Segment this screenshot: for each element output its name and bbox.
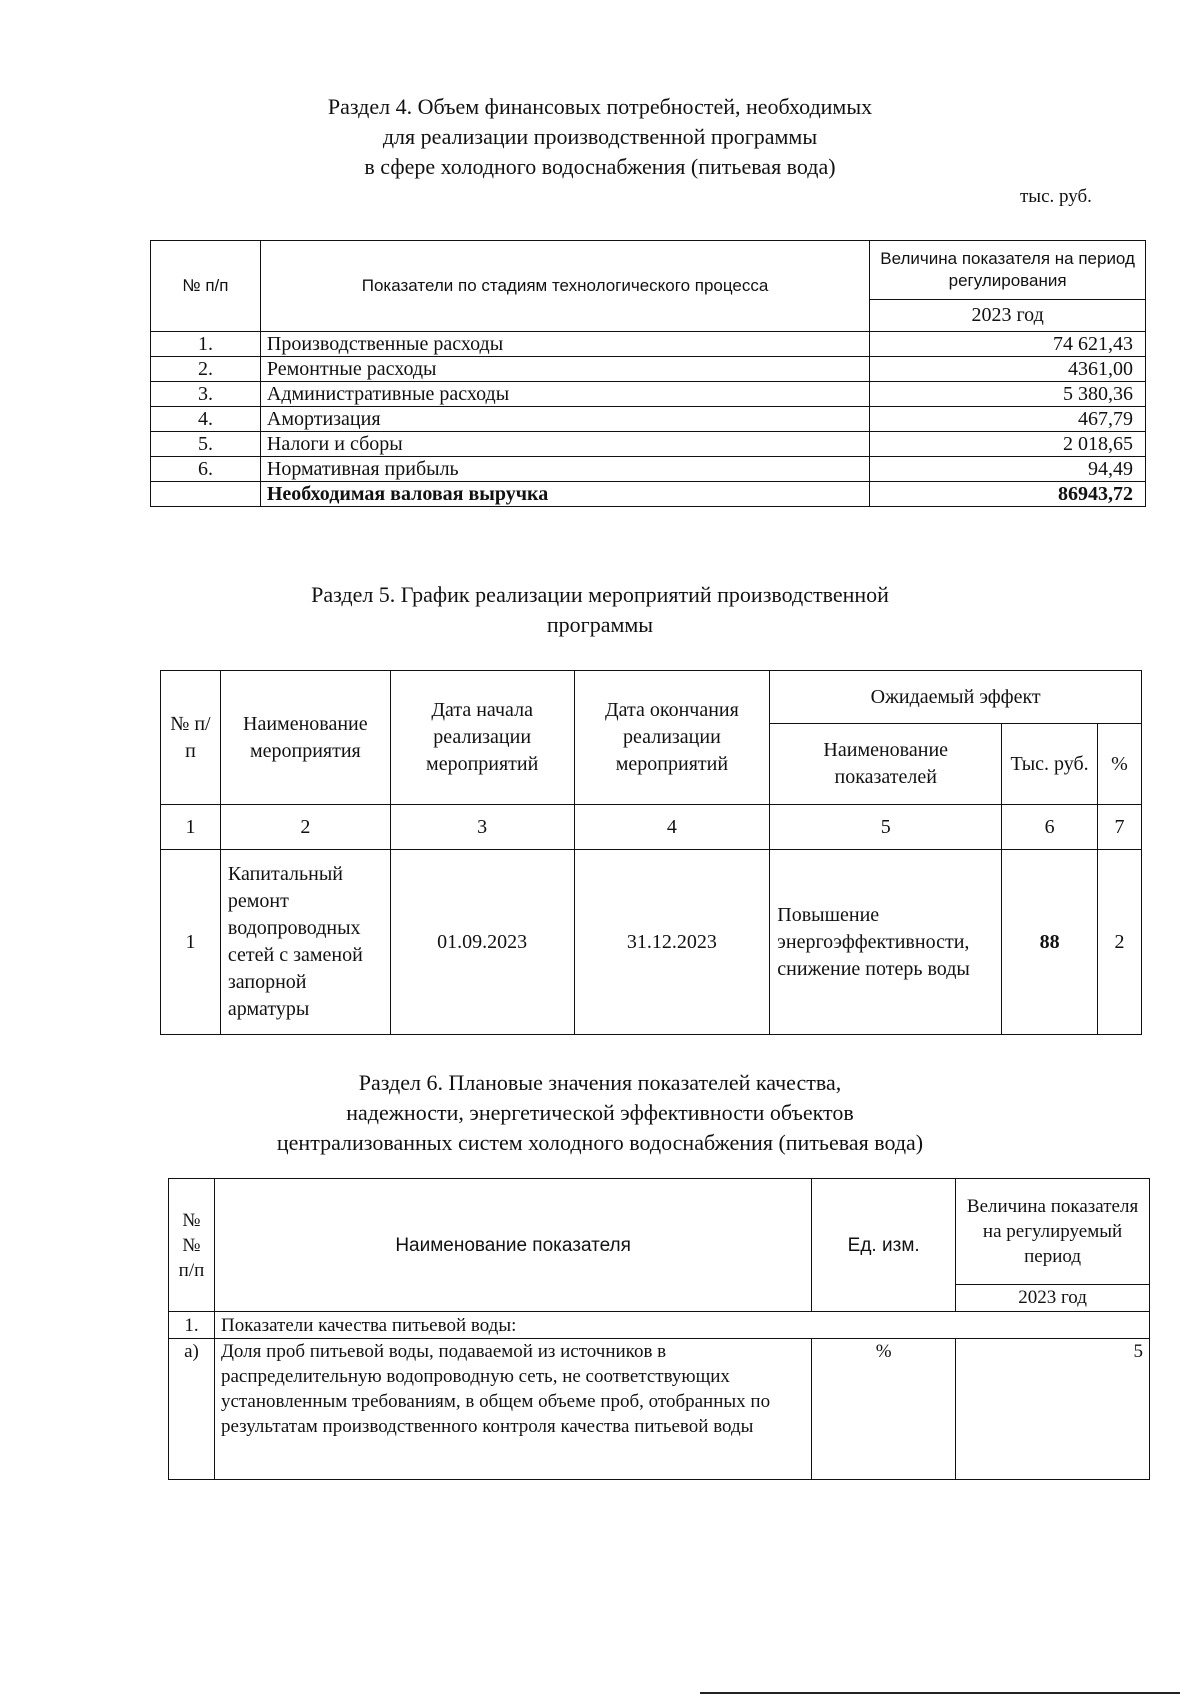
col-number: 2	[220, 805, 390, 850]
units-label: тыс. руб.	[1020, 186, 1092, 207]
section4-title-line: Раздел 4. Объем финансовых потребностей, необходимых	[327, 94, 873, 119]
footer-divider	[700, 1692, 1180, 1694]
col-number: 3	[390, 805, 574, 850]
section6-title	[250, 1068, 950, 1158]
section4-title	[300, 92, 900, 182]
row-end: 31.12.2023	[574, 850, 770, 1035]
row-name: Производственные расходы	[260, 332, 869, 357]
header-year: 2023 год	[956, 1284, 1150, 1311]
row-unit: %	[812, 1339, 956, 1480]
row-value: 94,49	[870, 457, 1146, 482]
row-percent: 2	[1098, 850, 1142, 1035]
col-number: 1	[161, 805, 221, 850]
header-indicators: Показатели по стадиям технологического процесса	[260, 241, 869, 332]
table-row	[151, 432, 1146, 457]
row-thousand-rub: 88	[1002, 850, 1098, 1035]
row-value: 5	[956, 1339, 1150, 1480]
header-unit: Ед. изм.	[812, 1179, 956, 1312]
row-num: 1	[161, 850, 221, 1035]
table-row	[161, 850, 1142, 1035]
header-num: № п/п	[161, 671, 221, 805]
row-value: 2 018,65	[870, 432, 1146, 457]
row-name: Административные расходы	[260, 382, 869, 407]
header-value: Величина показателя на регулируемый период	[956, 1179, 1150, 1285]
row-value: 5 380,36	[870, 382, 1146, 407]
section5-title-line: Раздел 5. График реализации мероприятий производственной	[311, 582, 889, 607]
row-name: Амортизация	[260, 407, 869, 432]
schedule-table	[160, 670, 1142, 1035]
row-name: Налоги и сборы	[260, 432, 869, 457]
section4-title-line: в сфере холодного водоснабжения (питьевая вода)	[364, 154, 836, 179]
row-num: 2.	[151, 357, 261, 382]
row-num: 1.	[151, 332, 261, 357]
total-num-empty	[151, 482, 261, 507]
row-name: Нормативная прибыль	[260, 457, 869, 482]
row-num: 6.	[151, 457, 261, 482]
group-num: 1.	[169, 1312, 215, 1339]
row-num: 5.	[151, 432, 261, 457]
header-percent: %	[1098, 724, 1142, 805]
header-num: № п/п	[151, 241, 261, 332]
quality-indicators-table	[168, 1178, 1150, 1480]
header-value: Величина показателя на период регулирования	[870, 241, 1146, 300]
total-row	[151, 482, 1146, 507]
table-row	[151, 332, 1146, 357]
row-name: Доля проб питьевой воды, подаваемой из источников в распределительную водопроводную сеть, не соответствующих установленным требованиям, в общем объеме проб, отобранных по результатам производственного контроля качества питьевой воды	[214, 1339, 811, 1480]
row-indicator: Повышение энергоэффективности, снижение потерь воды	[770, 850, 1002, 1035]
table-row	[151, 357, 1146, 382]
header-start: Дата начала реализации мероприятий	[390, 671, 574, 805]
col-number: 5	[770, 805, 1002, 850]
section4-title-line: для реализации производственной программы	[382, 124, 818, 149]
total-name: Необходимая валовая выручка	[260, 482, 869, 507]
group-name: Показатели качества питьевой воды:	[214, 1312, 1149, 1339]
column-numbers-row	[161, 805, 1142, 850]
header-thousand-rub: Тыс. руб.	[1002, 724, 1098, 805]
row-value: 4361,00	[870, 357, 1146, 382]
row-name: Капитальный ремонт водопроводных сетей с заменой запорной арматуры	[220, 850, 390, 1035]
row-start: 01.09.2023	[390, 850, 574, 1035]
header-name: Наименование показателя	[214, 1179, 811, 1312]
table-row	[151, 407, 1146, 432]
header-indicator-name: Наименование показателей	[770, 724, 1002, 805]
header-num: №№ п/п	[169, 1179, 215, 1312]
total-value: 86943,72	[870, 482, 1146, 507]
col-number: 7	[1098, 805, 1142, 850]
section6-title-line: надежности, энергетической эффективности объектов	[346, 1100, 854, 1125]
table-row	[151, 382, 1146, 407]
col-number: 4	[574, 805, 770, 850]
row-name: Ремонтные расходы	[260, 357, 869, 382]
col-number: 6	[1002, 805, 1098, 850]
table-row	[169, 1339, 1150, 1480]
header-name: Наименование мероприятия	[220, 671, 390, 805]
row-num: 4.	[151, 407, 261, 432]
header-year: 2023 год	[870, 299, 1146, 331]
group-row	[169, 1312, 1150, 1339]
row-num: 3.	[151, 382, 261, 407]
table-row	[151, 457, 1146, 482]
row-value: 74 621,43	[870, 332, 1146, 357]
row-num: а)	[169, 1339, 215, 1480]
financial-needs-table	[150, 240, 1146, 507]
section5-title	[300, 580, 900, 640]
header-end: Дата окончания реализации мероприятий	[574, 671, 770, 805]
row-value: 467,79	[870, 407, 1146, 432]
section6-title-line: Раздел 6. Плановые значения показателей качества,	[358, 1070, 842, 1095]
section6-title-line: централизованных систем холодного водоснабжения (питьевая вода)	[276, 1130, 924, 1155]
section5-title-line: программы	[546, 612, 654, 637]
header-effect: Ожидаемый эффект	[770, 671, 1142, 724]
